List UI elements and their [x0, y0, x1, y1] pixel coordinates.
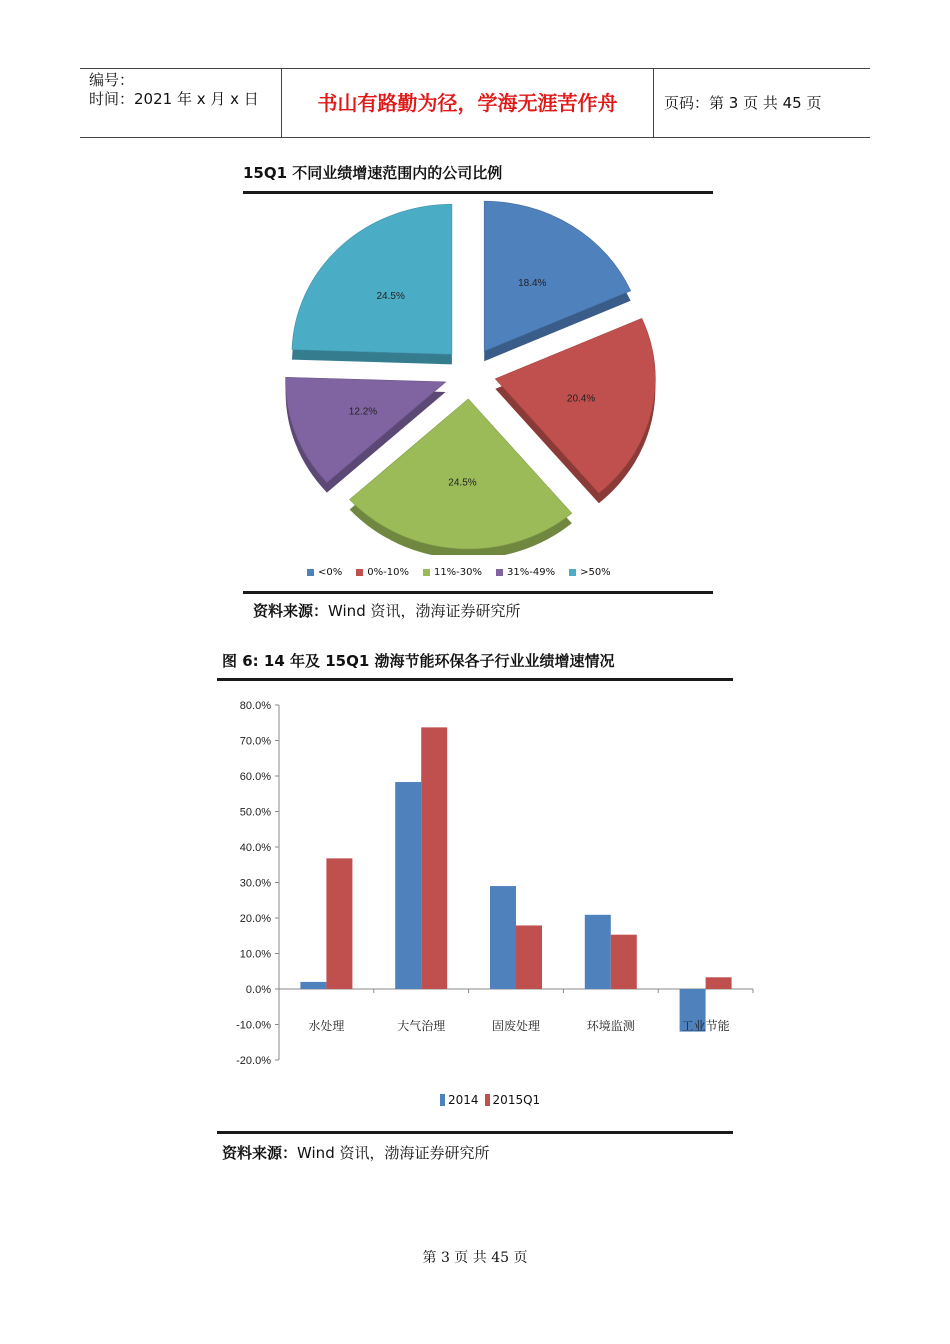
pie-legend-item-0	[307, 567, 342, 578]
pie-data-label-0: 18.4%	[518, 278, 547, 290]
bar-2015Q1-2	[516, 925, 542, 989]
pie-legend-label-3: 31%-49%	[507, 567, 556, 578]
y-tick-label: 40.0%	[239, 842, 271, 854]
bar-chart-title: 图 6: 14 年及 15Q1 渤海节能环保各子行业业绩增速情况	[222, 652, 615, 670]
y-tick-label: 20.0%	[239, 913, 271, 925]
y-tick-label: 60.0%	[239, 771, 271, 783]
bar-legend-label-1: 2015Q1	[492, 1093, 541, 1107]
header-page-info: 页码：第 3 页 共 45 页	[664, 94, 822, 112]
bar-2015Q1-1	[421, 727, 447, 989]
bar-legend-label-0: 2014	[448, 1093, 479, 1107]
bar-2014-2	[490, 886, 516, 989]
bar-legend-item-2014	[440, 1093, 479, 1107]
pie-title-rule	[243, 191, 713, 194]
x-tick-label: 工业节能	[681, 1019, 730, 1033]
bar-source-text: Wind 资讯，渤海证券研究所	[297, 1144, 490, 1162]
legend-swatch	[485, 1094, 490, 1106]
pie-source-text: Wind 资讯，渤海证券研究所	[328, 602, 521, 620]
y-tick-label: 0.0%	[245, 984, 271, 996]
pie-data-label-2: 24.5%	[448, 477, 477, 489]
pie-legend-label-1: 0%-10%	[367, 567, 409, 578]
bar-2014-1	[395, 782, 421, 989]
bar-2015Q1-0	[326, 858, 352, 989]
page-footer: 第 3 页 共 45 页	[422, 1250, 528, 1266]
y-tick-label: 80.0%	[239, 700, 271, 712]
bar-bottom-rule	[217, 1131, 733, 1134]
y-tick-label: -10.0%	[236, 1019, 271, 1032]
y-tick-label: 50.0%	[239, 806, 271, 819]
pie-legend-label-0: <0%	[318, 567, 343, 578]
bar-2015Q1-4	[706, 977, 732, 989]
y-tick-label: 30.0%	[239, 877, 271, 890]
bar-title-rule	[217, 678, 733, 681]
number-label: 编号：	[89, 71, 135, 89]
y-tick-label: 10.0%	[239, 948, 271, 961]
legend-swatch	[496, 569, 503, 576]
document-header	[80, 68, 870, 138]
pie-legend-label-4: >50%	[580, 567, 611, 578]
pie-chart-title: 15Q1 不同业绩增速范围内的公司比例	[243, 164, 503, 182]
legend-swatch	[307, 569, 314, 576]
pie-legend-item-1	[356, 567, 409, 578]
header-meta	[80, 69, 282, 137]
pie-data-label-1: 20.4%	[566, 393, 596, 405]
bar-legend-item-2015q1	[485, 1093, 541, 1107]
pie-slice-4	[292, 204, 452, 354]
pie-legend-label-2: 11%-30%	[433, 567, 483, 578]
header-motto: 书山有路勤为径，学海无涯苦作舟	[282, 69, 654, 137]
y-tick-label: 70.0%	[239, 735, 271, 748]
bar-2014-3	[585, 915, 611, 989]
x-tick-label: 环境监测	[586, 1019, 635, 1033]
legend-swatch	[423, 569, 430, 576]
x-tick-label: 水处理	[308, 1019, 345, 1033]
pie-source-prefix: 资料来源：	[253, 602, 329, 620]
pie-legend-item-2	[423, 567, 482, 578]
bar-legend	[440, 1093, 546, 1107]
bar-source	[222, 1142, 489, 1163]
pie-source	[253, 600, 520, 621]
bar-source-prefix: 资料来源：	[222, 1144, 298, 1162]
pie-legend	[307, 567, 625, 578]
bar-2014-0	[300, 982, 326, 989]
pie-data-label-4: 24.5%	[376, 291, 405, 303]
legend-swatch	[356, 569, 363, 576]
bar-2015Q1-3	[611, 935, 637, 989]
pie-legend-item-3	[496, 567, 555, 578]
bar-chart	[217, 683, 757, 1093]
legend-swatch	[440, 1094, 445, 1106]
x-tick-label: 大气治理	[397, 1019, 446, 1033]
legend-swatch	[569, 569, 576, 576]
date-label: 时间：2021 年 x 月 x 日	[89, 90, 259, 108]
y-tick-label: -20.0%	[236, 1055, 271, 1067]
pie-bottom-rule	[243, 591, 713, 594]
x-tick-label: 固废处理	[491, 1019, 541, 1033]
pie-chart	[243, 195, 713, 555]
pie-data-label-3: 12.2%	[348, 406, 378, 418]
pie-legend-item-4	[569, 567, 611, 578]
